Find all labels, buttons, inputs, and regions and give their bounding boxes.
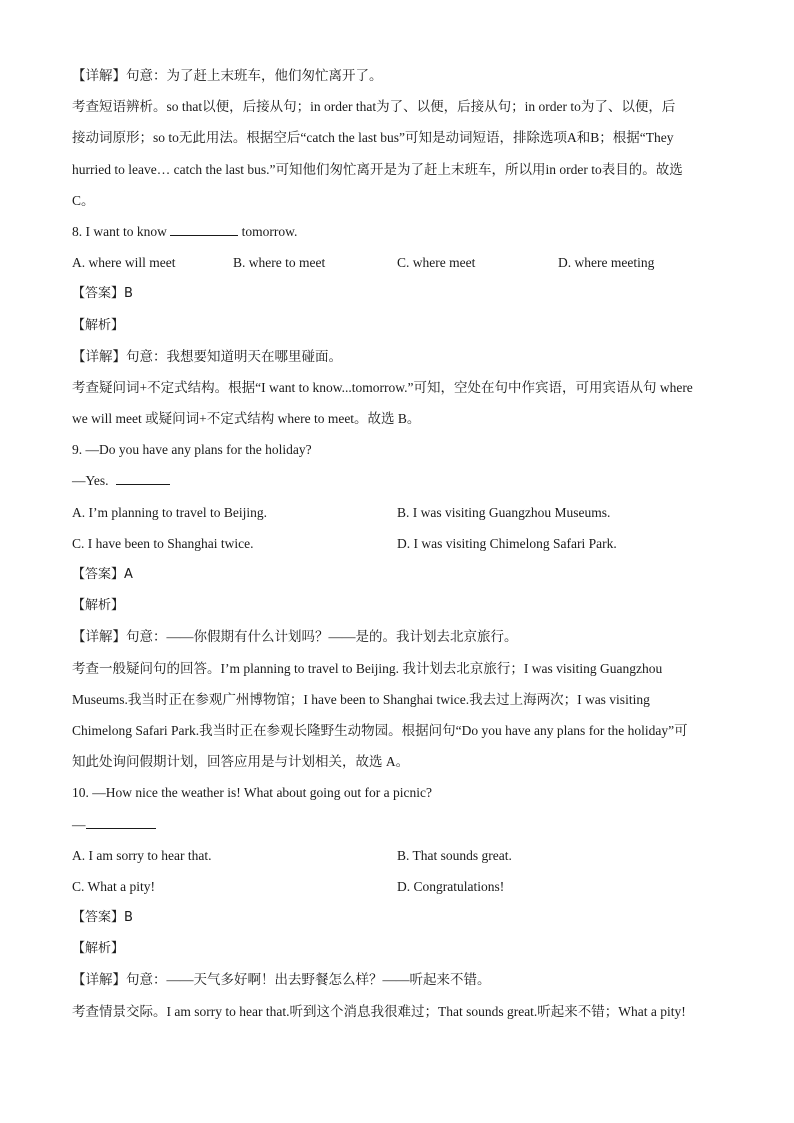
- q10-option-d: D. Congratulations!: [397, 878, 505, 894]
- prev-expl-line-2: 接动词原形；so to无此用法。根据空后“catch the last bus”可知是动词短语，排除选项A和B；根据“They: [72, 130, 674, 146]
- q9-detail: 【详解】句意：——你假期有什么计划吗？——是的。我计划去北京旅行。: [72, 629, 518, 645]
- q9-reply: [72, 465, 724, 496]
- q10-reply: [72, 809, 724, 840]
- q10-options-row-2: [72, 871, 724, 902]
- q10-option-c: C. What a pity!: [72, 878, 155, 894]
- q10-answer: 【答案】B: [72, 910, 133, 926]
- q10-expl-line-1: 考查情景交际。I am sorry to hear that.听到这个消息我很难过；That sounds great.听起来不错；What a pity!: [72, 1003, 686, 1019]
- q9-stem: 9. —Do you have any plans for the holiday?: [72, 442, 312, 458]
- q8-option-c: C. where meet: [397, 255, 476, 271]
- q10-option-a: A. I am sorry to hear that.: [72, 847, 212, 863]
- q9-answer-blank: [116, 470, 170, 485]
- q10-option-b: B. That sounds great.: [397, 847, 512, 863]
- q9-expl-line-1: 考查一般疑问句的回答。I’m planning to travel to Beijing. 我计划去北京旅行；I was visiting Guangzhou: [72, 660, 663, 676]
- prev-expl-line-3: hurried to leave… catch the last bus.”可知他们匆忙离开是为了赶上末班车，所以用in order to表目的。故选: [72, 161, 683, 177]
- q8-answer-blank: [170, 221, 238, 236]
- q8-option-a: A. where will meet: [72, 255, 176, 271]
- q9-options-row-1: [72, 497, 724, 528]
- q9-reply-prefix: —Yes.: [72, 473, 109, 489]
- q8-expl-line-2: we will meet 或疑问词+不定式结构 where to meet。故选 B。: [72, 411, 421, 427]
- q9-expl-line-3: Chimelong Safari Park.我当时正在参观长隆野生动物园。根据问句“Do you have any plans for the holiday”可: [72, 722, 688, 738]
- q9-option-a: A. I’m planning to travel to Beijing.: [72, 504, 267, 520]
- q9-option-d: D. I was visiting Chimelong Safari Park.: [397, 535, 617, 551]
- q9-option-b: B. I was visiting Guangzhou Museums.: [397, 504, 611, 520]
- q10-answer-blank: [86, 814, 156, 829]
- prev-expl-line-1: 考查短语辨析。so that以便，后接从句；in order that为了、以便，后接从句；in order to为了、以便，后: [72, 99, 676, 115]
- q8-option-b: B. where to meet: [233, 255, 326, 271]
- q9-answer: 【答案】A: [72, 567, 133, 582]
- prev-detail: 【详解】句意：为了赶上末班车，他们匆忙离开了。: [72, 68, 383, 83]
- q8-option-d: D. where meeting: [558, 255, 655, 271]
- q8-options: [72, 247, 724, 278]
- q8-stem-suffix: tomorrow.: [241, 223, 298, 239]
- q9-analysis-heading: 【解析】: [72, 598, 125, 614]
- q8-expl-line-1: 考查疑问词+不定式结构。根据“I want to know...tomorrow.”可知，空处在句中作宾语，可用宾语从句 where: [72, 379, 693, 395]
- q9-option-c: C. I have been to Shanghai twice.: [72, 535, 254, 551]
- q10-stem: 10. —How nice the weather is! What about going out for a picnic?: [72, 785, 433, 801]
- q8-detail: 【详解】句意：我想要知道明天在哪里碰面。: [72, 348, 342, 364]
- q10-analysis-heading: 【解析】: [72, 941, 125, 957]
- q10-options-row-1: [72, 840, 724, 871]
- q8-answer: 【答案】B: [72, 286, 133, 302]
- q8-stem-prefix: 8. I want to know: [72, 223, 167, 239]
- q9-expl-line-2: Museums.我当时正在参观广州博物馆；I have been to Shanghai twice.我去过上海两次；I was visiting: [72, 691, 650, 707]
- document-page: [72, 60, 724, 1027]
- prev-expl-line-4: C。: [72, 192, 95, 208]
- q10-detail: 【详解】句意：——天气多好啊！出去野餐怎么样？——听起来不错。: [72, 972, 491, 988]
- q8-analysis-heading: 【解析】: [72, 317, 125, 333]
- q8-stem: [72, 216, 724, 247]
- q10-reply-prefix: —: [72, 816, 86, 832]
- q9-options-row-2: [72, 528, 724, 559]
- q9-expl-line-4: 知此处询问假期计划，回答应用是与计划相关，故选 A。: [72, 754, 410, 770]
